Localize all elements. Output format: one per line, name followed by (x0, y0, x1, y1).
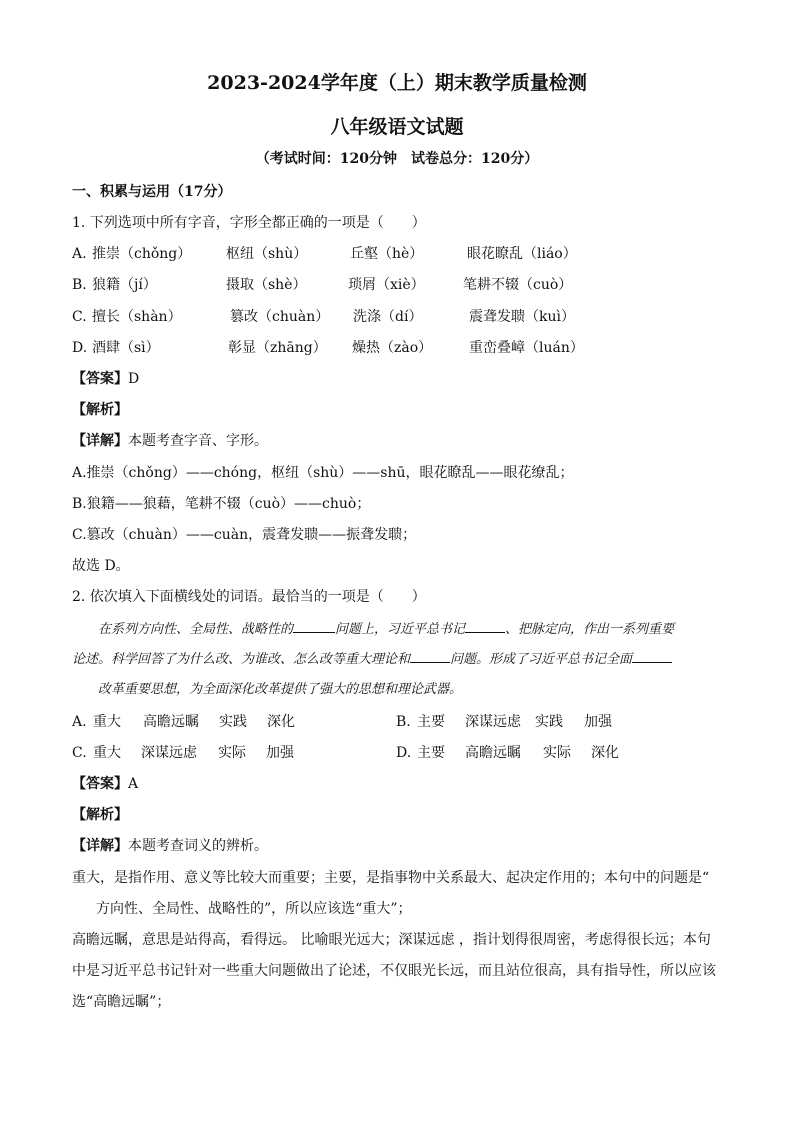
q1-line: B.狼籍——狼藉，笔耕不辍（cuò）——chuò； (72, 496, 371, 512)
option-item: 高瞻远瞩 (465, 745, 521, 761)
passage-text: 问题上，习近平总书记 (335, 622, 466, 637)
option-item: 震聋发聩（kuì） (469, 309, 575, 325)
option-item: 洗涤（dí） (353, 309, 423, 325)
option-item: 主要 (417, 714, 445, 730)
option-item: 实际 (543, 745, 571, 761)
q2-passage (72, 615, 718, 705)
q2-line: 选“高瞻远瞩”； (72, 994, 171, 1010)
q2-line: 高瞻远瞩，意思是站得高，看得远。 比喻眼光远大；深谋远虑 ，指计划得很周密，考虑得很长远；本句 (72, 932, 711, 948)
option-label: C. (72, 745, 87, 761)
option-item: 酒肆（sì） (92, 340, 160, 356)
option-item: 深谋远虑 (141, 745, 197, 761)
fill-blank (465, 618, 505, 633)
q1-stem: 1. 下列选项中所有字音，字形全都正确的一项是（ ） (72, 215, 426, 231)
q2-analysis-tag: 【解析】 (72, 807, 128, 823)
option-label: D. (396, 745, 412, 761)
option-item: 篡改（chuàn） (230, 309, 330, 325)
option-label: B. (396, 714, 411, 730)
answer-tag: 【答案】 (72, 371, 128, 387)
answer-value: D (128, 371, 140, 387)
q2-line: 中是习近平总书记针对一些重大问题做出了论述，不仅眼光长远，而且站位很高，具有指导性，所以应该 (72, 963, 716, 979)
q2-detail (72, 835, 268, 857)
q1-line: 故选 D。 (72, 558, 130, 574)
option-item: 推崇（chǒng） (92, 246, 192, 262)
option-item: 加强 (266, 745, 294, 761)
option-label: A. (72, 714, 87, 730)
detail-tag: 【详解】 (72, 838, 128, 854)
detail-text: 本题考查词义的辨析。 (128, 838, 268, 854)
option-label: C. (72, 309, 87, 325)
q1-analysis-tag: 【解析】 (72, 402, 128, 418)
detail-text: 本题考查字音、字形。 (128, 433, 268, 449)
option-item: 彰显（zhāng） (228, 340, 327, 356)
passage-text: 在系列方向性、全局性、战略性的 (98, 622, 294, 637)
option-item: 狼籍（jí） (92, 277, 157, 293)
passage-text: 问题。形成了习近平总书记全面 (450, 652, 633, 667)
option-item: 重大 (93, 745, 121, 761)
fill-blank (410, 648, 450, 663)
exam-title: 2023-2024学年度（上）期末教学质量检测 (207, 72, 587, 94)
fill-blank (632, 648, 672, 663)
option-label: B. (72, 277, 87, 293)
option-label: D. (72, 340, 88, 356)
option-item: 加强 (584, 714, 612, 730)
option-item: 重大 (93, 714, 121, 730)
option-item: 实践 (535, 714, 563, 730)
option-item: 丘壑（hè） (350, 246, 424, 262)
fill-blank (293, 618, 335, 633)
option-item: 琐屑（xiè） (348, 277, 425, 293)
option-item: 主要 (417, 745, 445, 761)
answer-tag: 【答案】 (72, 776, 128, 792)
q2-stem: 2. 依次填入下面横线处的词语。最恰当的一项是（ ） (72, 589, 426, 605)
q1-answer (72, 368, 139, 390)
option-item: 眼花瞭乱（liáo） (467, 246, 577, 262)
option-item: 笔耕不辍（cuò） (463, 277, 573, 293)
q1-line: A.推崇（chǒng）——chóng，枢纽（shù）——shū，眼花瞭乱——眼花缭乱； (72, 465, 574, 481)
detail-tag: 【详解】 (72, 433, 128, 449)
option-item: 擅长（shàn） (92, 309, 182, 325)
exam-subtitle: 八年级语文试题 (330, 116, 464, 138)
option-item: 摄取（shè） (226, 277, 307, 293)
option-item: 燥热（zào） (352, 340, 433, 356)
q1-line: C.篡改（chuàn）——cuàn，震聋发聩——振聋发聩； (72, 527, 417, 543)
option-label: A. (72, 246, 87, 262)
passage-text: 、把脉定向，作出一系列重要 (505, 622, 675, 637)
exam-info: （考试时间：120分钟 试卷总分：120分） (255, 151, 539, 167)
passage-text: 改革重要思想，为全面深化改革提供了强大的思想和理论武器。 (98, 682, 463, 697)
option-item: 深化 (591, 745, 619, 761)
option-item: 实践 (219, 714, 247, 730)
option-item: 实际 (218, 745, 246, 761)
option-item: 高瞻远瞩 (143, 714, 199, 730)
option-item: 深谋远虑 (465, 714, 521, 730)
q2-answer (72, 773, 138, 795)
option-item: 深化 (267, 714, 295, 730)
option-item: 重峦叠嶂（luán） (469, 340, 584, 356)
q2-line: 方向性、全局性、战略性的”，所以应该选“重大”； (96, 901, 412, 917)
section-heading: 一、积累与运用（17分） (72, 184, 232, 200)
q1-detail (72, 430, 268, 452)
answer-value: A (128, 776, 139, 792)
passage-text: 论述。科学回答了为什么改、为谁改、怎么改等重大理论和 (72, 652, 411, 667)
option-item: 枢纽（shù） (226, 246, 308, 262)
q2-line: 重大，是指作用、意义等比较大而重要；主要，是指事物中关系最大、起决定作用的；本句中的问题是“ (72, 870, 710, 886)
